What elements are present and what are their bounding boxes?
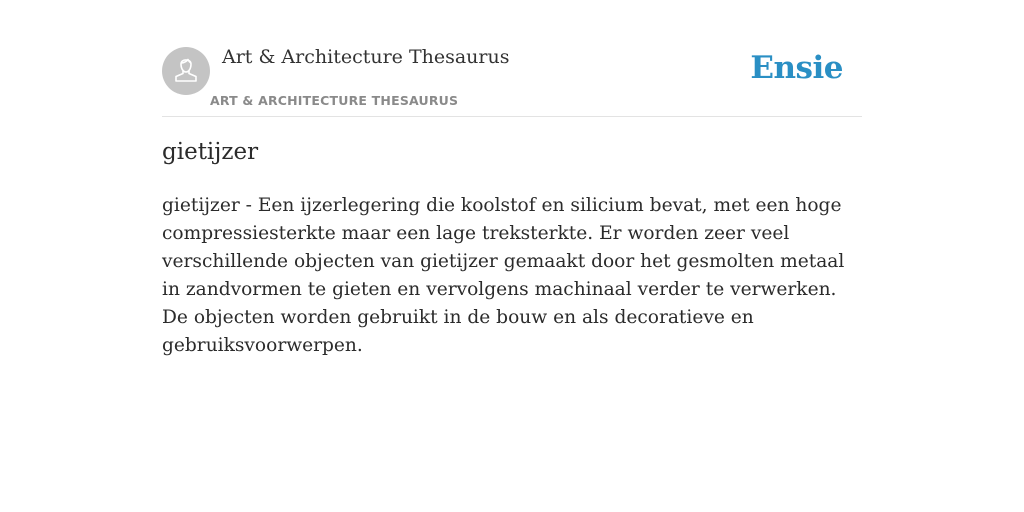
source-subtitle: ART & ARCHITECTURE THESAURUS — [210, 93, 459, 108]
avatar[interactable] — [162, 47, 210, 95]
entry-definition: gietijzer - Een ijzerlegering die koolstof en silicium bevat, met een hoge compressiesterkte maar een lage treksterkte. Er worden zeer veel verschillende objecten van gietijzer gemaakt door het gesmolten metaal in zandvormen te gieten en vervolgens machinaal verder te verwerken. De objecten worden gebruikt in de bouw en als decoratieve en gebruiksvoorwerpen. — [162, 195, 845, 356]
user-silhouette-icon — [172, 54, 200, 88]
page — [162, 0, 862, 512]
header — [162, 0, 862, 117]
entry-term: gietijzer — [162, 139, 259, 165]
ensie-logo[interactable]: Ensie — [750, 50, 843, 86]
source-title-link[interactable]: Art & Architecture Thesaurus — [222, 46, 510, 68]
